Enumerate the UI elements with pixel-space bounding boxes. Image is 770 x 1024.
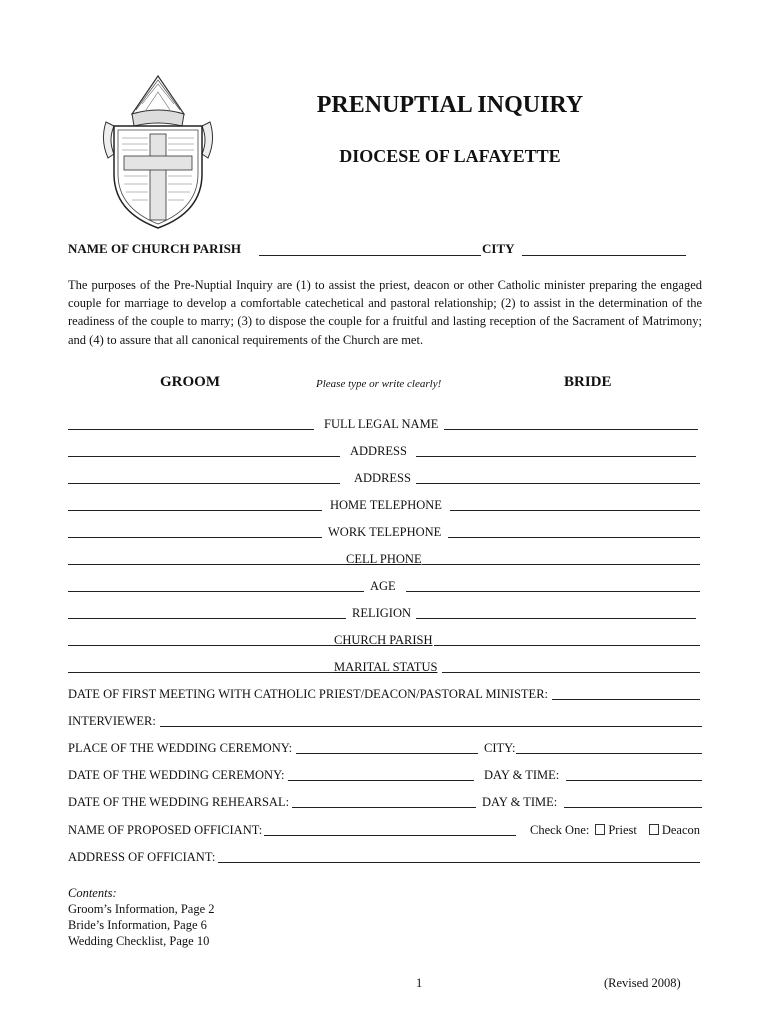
field-label: MARITAL STATUS (334, 660, 438, 674)
field-label: RELIGION (352, 606, 412, 620)
officiant-field[interactable] (264, 835, 516, 836)
rehearsal-date-label: DATE OF THE WEDDING REHEARSAL: (68, 795, 290, 809)
check-one-group (530, 823, 700, 838)
field-label: CHURCH PARISH (334, 633, 433, 647)
field-label: CELL PHONE (346, 552, 422, 566)
field-row (68, 633, 702, 649)
wedding-city-field[interactable] (516, 753, 702, 754)
field-row (68, 606, 702, 622)
ceremony-daytime-field[interactable] (566, 780, 702, 781)
page-title: PRENUPTIAL INQUIRY (316, 92, 584, 118)
interviewer-field[interactable] (160, 726, 702, 727)
bride-field[interactable] (416, 618, 696, 619)
priest-label: Priest (608, 823, 637, 837)
field-row (68, 660, 702, 676)
bride-field[interactable] (434, 645, 700, 646)
groom-field[interactable] (68, 591, 364, 592)
groom-field[interactable] (68, 564, 346, 565)
interviewer-label: INTERVIEWER: (68, 714, 156, 728)
rehearsal-daytime-label: DAY & TIME: (482, 795, 558, 809)
first-meeting-field[interactable] (552, 699, 700, 700)
rehearsal-date-field[interactable] (292, 807, 476, 808)
first-meeting-label: DATE OF FIRST MEETING WITH CATHOLIC PRIEST/DEACON/PASTORAL MINISTER: (68, 687, 549, 701)
list-item: Wedding Checklist, Page 10 (68, 934, 210, 948)
groom-field[interactable] (68, 510, 322, 511)
purpose-paragraph: The purposes of the Pre-Nuptial Inquiry are (1) to assist the priest, deacon or other Catholic minister preparing the engaged couple for marriage to develop a comfortable catechetical and pastoral relationship; (2) to assist in the determination of the readiness of the couple to marry; (3) to dispose the couple for a fruitful and lasting reception of the Sacrament of Matrimony; and (4) to assure that all canonical requirements of the Church are met. (68, 278, 702, 347)
field-row (68, 552, 702, 568)
field-row (68, 471, 702, 487)
officiant-address-field[interactable] (218, 862, 700, 863)
place-field[interactable] (296, 753, 478, 754)
groom-field[interactable] (68, 429, 314, 430)
city-field[interactable] (522, 255, 686, 256)
bride-field[interactable] (416, 456, 696, 457)
parish-field[interactable] (259, 255, 481, 256)
place-label: PLACE OF THE WEDDING CEREMONY: (68, 741, 293, 755)
bride-field[interactable] (416, 483, 700, 484)
field-row (68, 417, 702, 433)
list-item: Groom’s Information, Page 2 (68, 902, 215, 916)
contents-list (68, 885, 215, 949)
groom-field[interactable] (68, 537, 322, 538)
field-row (68, 525, 702, 541)
officiant-address-label: ADDRESS OF OFFICIANT: (68, 850, 216, 864)
field-row (68, 498, 702, 514)
field-label: ADDRESS (354, 471, 411, 485)
groom-field[interactable] (68, 456, 340, 457)
deacon-label: Deacon (661, 823, 701, 837)
ceremony-date-field[interactable] (288, 780, 474, 781)
bride-field[interactable] (422, 564, 700, 565)
wedding-city-label: CITY: (484, 741, 516, 755)
bride-field[interactable] (442, 672, 700, 673)
ceremony-daytime-label: DAY & TIME: (484, 768, 560, 782)
priest-checkbox[interactable] (595, 824, 605, 835)
groom-field[interactable] (68, 672, 334, 673)
field-label: HOME TELEPHONE (330, 498, 442, 512)
contents-heading: Contents: (68, 886, 117, 900)
field-label: WORK TELEPHONE (328, 525, 442, 539)
field-label: FULL LEGAL NAME (324, 417, 439, 431)
bride-field[interactable] (450, 510, 700, 511)
groom-field[interactable] (68, 483, 340, 484)
groom-heading: GROOM (160, 374, 220, 390)
bride-heading: BRIDE (564, 374, 612, 390)
groom-field[interactable] (68, 618, 346, 619)
bride-field[interactable] (406, 591, 700, 592)
field-label: AGE (370, 579, 396, 593)
instruction-text: Please type or write clearly! (316, 378, 442, 390)
list-item: Bride’s Information, Page 6 (68, 918, 207, 932)
city-label: CITY (482, 241, 515, 256)
page-subtitle: DIOCESE OF LAFAYETTE (339, 146, 561, 166)
ceremony-date-label: DATE OF THE WEDDING CEREMONY: (68, 768, 285, 782)
diocese-coat-of-arms-icon (92, 70, 224, 232)
field-label: ADDRESS (350, 444, 407, 458)
check-one-label: Check One: (530, 823, 590, 837)
groom-field[interactable] (68, 645, 334, 646)
field-row (68, 444, 702, 460)
officiant-label: NAME OF PROPOSED OFFICIANT: (68, 823, 263, 837)
deacon-checkbox[interactable] (649, 824, 659, 835)
field-row (68, 579, 702, 595)
revision-note: (Revised 2008) (604, 976, 681, 990)
rehearsal-daytime-field[interactable] (564, 807, 702, 808)
bride-field[interactable] (448, 537, 700, 538)
bride-field[interactable] (444, 429, 698, 430)
page-number: 1 (416, 976, 423, 990)
parish-label: NAME OF CHURCH PARISH (68, 241, 241, 256)
